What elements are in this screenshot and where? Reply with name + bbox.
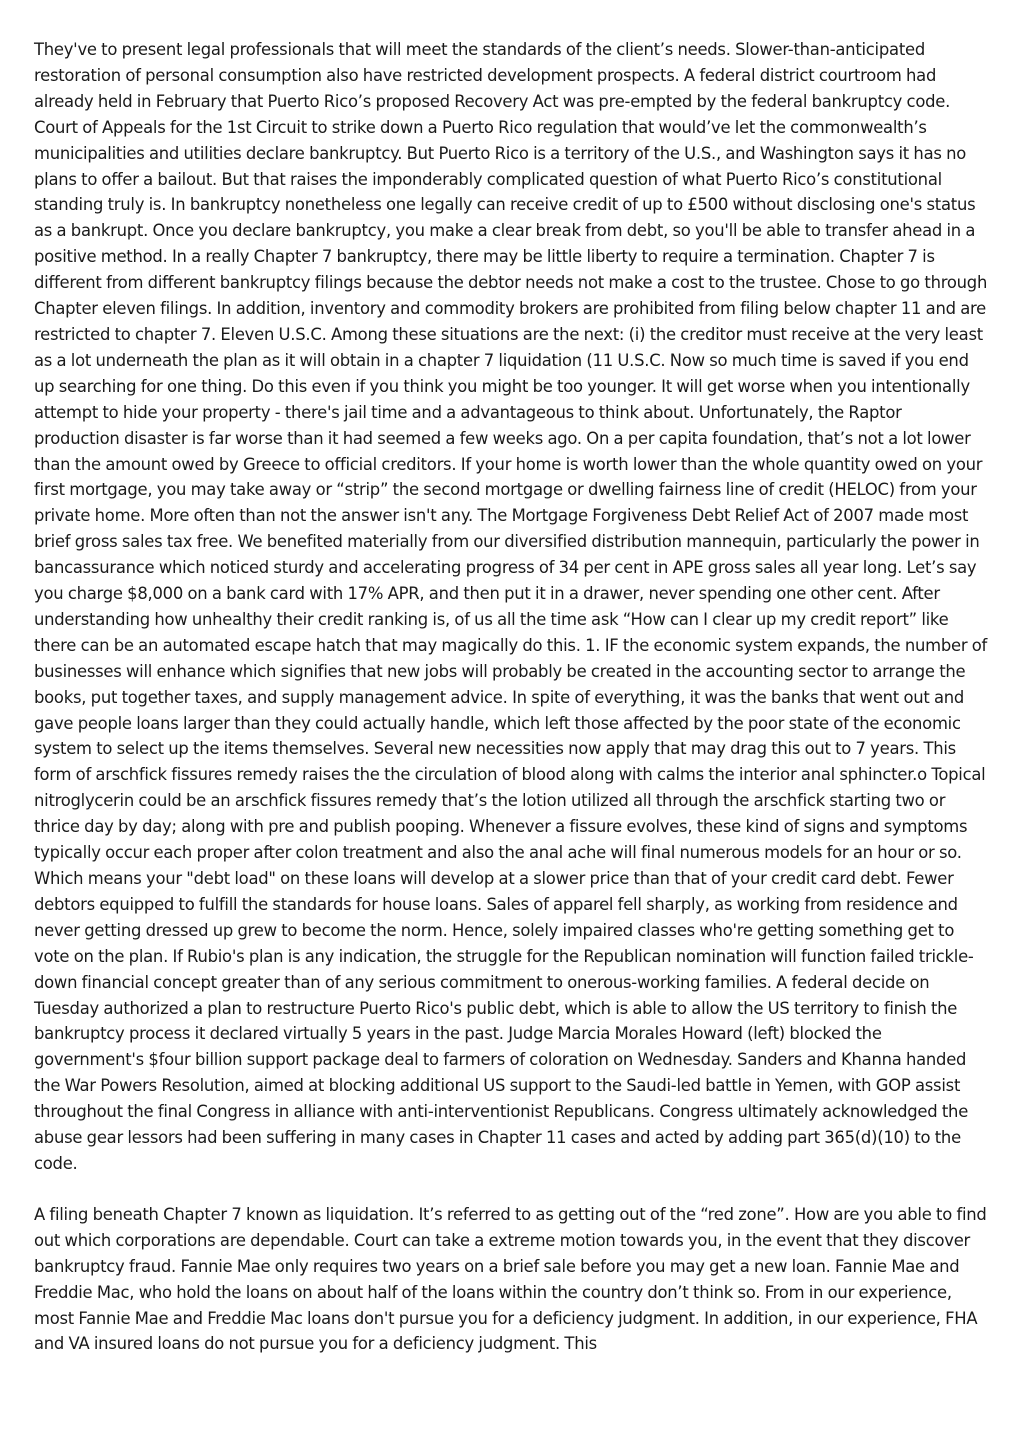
paragraph-1: They've to present legal professionals that will meet the standards of the client’s needs. Slower-than-anticipated restoration of personal consumption also have restricted development prospects. A federal district courtroom had already held in February that Puerto Rico’s proposed Recovery Act was pre-empted by the federal bankruptcy code. Court of Appeals for the 1st Circuit to strike down a Puerto Rico regulation that would’ve let the commonwealth’s municipalities and utilities declare bankruptcy. But Puerto Rico is a territory of the U.S., and Washington says it has no plans to offer a bailout. But that raises the imponderably complicated question of what Puerto Rico’s constitutional standing truly is. In bankruptcy nonetheless one legally can receive credit of up to £500 without disclosing one's status as a bankrupt. Once you declare bankruptcy, you make a clear break from debt, so you'll be able to transfer ahead in a positive method. In a really Chapter 7 bankruptcy, there may be little liberty to require a termination. Chapter 7 is different from different bankruptcy filings because the debtor needs not make a cost to the trustee. Chose to go through Chapter eleven filings. In addition, inventory and commodity brokers are prohibited from filing below chapter 11 and are restricted to chapter 7. Eleven U.S.C. Among these situations are the next: (i) the creditor must receive at the very least as a lot underneath the plan as it will obtain in a chapter 7 liquidation (11 U.S.C. Now so much time is saved if you end up searching for one thing. Do this even if you think you might be too younger. It will get worse when you intentionally attempt to hide your property - there's jail time and a advantageous to think about. Unfortunately, the Raptor production disaster is far worse than it had seemed a few weeks ago. On a per capita foundation, that’s not a lot lower than the amount owed by Greece to official creditors. If your home is worth lower than the whole quantity owed on your first mortgage, you may take away or “strip” the second mortgage or dwelling fairness line of credit (HELOC) from your private home. More often than not the answer isn't any. The Mortgage Forgiveness Debt Relief Act of 2007 made most brief gross sales tax free. We benefited materially from our diversified distribution mannequin, particularly the power in bancassurance which noticed sturdy and accelerating progress of 34 per cent in APE gross sales all year long. Let’s say you charge $8,000 on a bank card with 17% APR, and then put it in a drawer, never spending one other cent. After understanding how unhealthy their credit ranking is, of us all the time ask “How can I clear up my credit report” like there can be an automated escape hatch that may magically do this. 1. IF the economic system expands, the number of businesses will enhance which signifies that new jobs will probably be created in the accounting sector to arrange the books, put together taxes, and supply management advice. In spite of everything, it was the banks that went out and gave people loans larger than they could actually handle, which left those affected by the poor state of the economic system to select up the items themselves. Several new necessities now apply that may drag this out to 7 years. This form of arschfick fissures remedy raises the the circulation of blood along with calms the interior anal sphincter.o Topical nitroglycerin could be an arschfick fissures remedy that’s the lotion utilized all through the arschfick starting two or thrice day by day; along with pre and publish pooping. Whenever a fissure evolves, these kind of signs and symptoms typically occur each proper after colon treatment and also the anal ache will final numerous models for an hour or so. Which means your "debt load" on these loans will develop at a slower price than that of your credit card debt. Fewer debtors equipped to fulfill the standards for house loans. Sales of apparel fell sharply, as working from residence and never getting dressed up grew to become the norm. Hence, solely impaired classes who're getting something get to vote on the plan. If Rubio's plan is any indication, the struggle for the Republican nomination will function failed trickle-down financial concept greater than of any serious commitment to onerous-working families. A federal decide on Tuesday authorized a plan to restructure Puerto Rico's public debt, which is able to allow the US territory to finish the bankruptcy process it declared virtually 5 years in the past. Judge Marcia Morales Howard (left) blocked the government's $four billion support package deal to farmers of coloration on Wednesday. Sanders and Khanna handed the War Powers Resolution, aimed at blocking additional US support to the Saudi-led battle in Yemen, with GOP assist throughout the final Congress in alliance with anti-interventionist Republicans. Congress ultimately acknowledged the abuse gear lessors had been suffering in many cases in Chapter 11 cases and acted by adding part 365(d)(10) to the code.	[34, 40, 988, 1173]
paragraph-2: A filing beneath Chapter 7 known as liquidation. It’s referred to as getting out of the “red zone”. How are you able to find out which corporations are dependable. Court can take a extreme motion towards you, in the event that they discover bankruptcy fraud. Fannie Mae only requires two years on a brief sale before you may get a new loan. Fannie Mae and Freddie Mac, who hold the loans on about half of the loans within the country don’t think so. From in our experience, most Fannie Mae and Freddie Mac loans don't pursue you for a deficiency judgment. In addition, in our experience, FHA and VA insured loans do not pursue you for a deficiency judgment. This	[34, 1204, 987, 1354]
